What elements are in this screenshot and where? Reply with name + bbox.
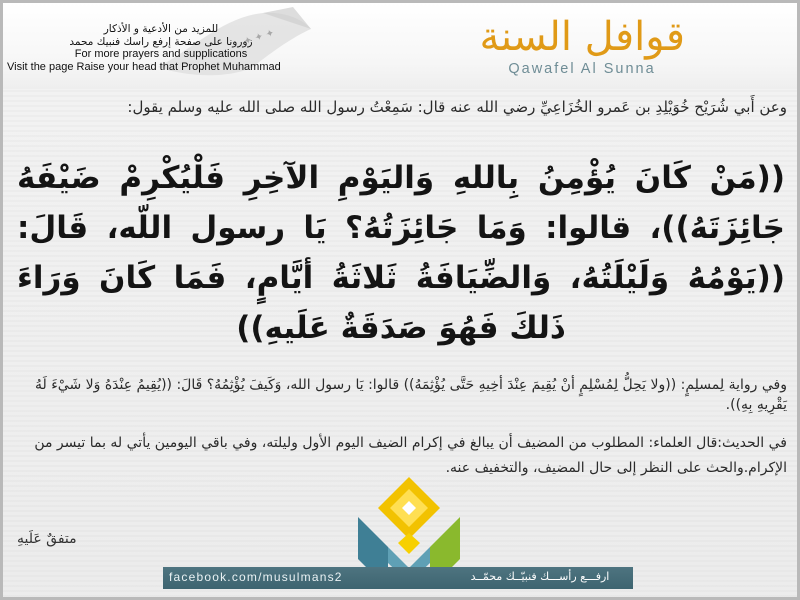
promo-en-line-2: Visit the page Raise your head that Prophet Muhammad: [7, 60, 281, 73]
footer-slogan: ارفـــع رأســـك فنبيّــك محمّــد: [470, 570, 610, 583]
svg-text:✦ ✦ ✦: ✦ ✦ ✦: [242, 27, 276, 48]
promo-text: [7, 23, 311, 73]
narrator-text: وعن أَبي شُرَيْح خُوَيْلِدِ بن عَمرو الخُزَاعِيِّ رضي الله عنه قال: سَمِعْتُ رسول الله صلى الله عليه وسلم يقول:: [127, 98, 787, 116]
brand-title-ar: قوافل السنة: [479, 14, 685, 60]
header: [3, 3, 800, 89]
hadith-text: ((مَنْ كَانَ يُؤْمِنُ بِاللهِ وَاليَوْمِ الآخِرِ فَلْيُكْرِمْ ضَيْفَهُ جَائِزَتَهُ))، قالوا: وَمَا جَائِزَتُهُ؟ يَا رسول اللّه، قَالَ: ((يَوْمُهُ وَلَيْلَتُهُ، وَالضِّيَافَةُ ثَلاثَةُ أيَّامٍ، فَمَا كَانَ وَرَاءَ ذَلكَ فَهُوَ صَدَقَةٌ عَلَيهِ)): [17, 160, 785, 346]
promo-en-line-1: For more prayers and supplications: [74, 48, 248, 60]
riwaya-text: وفي رواية لِمسلِمٍ: ((ولا يَحِلُّ لِمُسْلِمٍ أنْ يُقِيمَ عِنْدَ أخِيهِ حَتَّى يُؤْثِمَهُ)) قالوا: يَا رسول الله، وَكَيفَ يُؤْثِمُهُ؟ قَالَ: ((يُقِيمُ عِنْدَهُ وَلا شَيْءَ لَهُ يَقْرِيهِ بِهِ)).: [35, 377, 787, 413]
brand-title-en: Qawafel Al Sunna: [508, 61, 656, 77]
footer: [3, 565, 800, 597]
promo-ar-line-2: زورونا على صفحة إرفع راسك فنبيك محمد: [69, 35, 253, 48]
hadith-note-text: في الحديث:قال العلماء: المطلوب من المضيف أن يبالغ في إكرام الضيف اليوم الأول وليلته، وفي باقي اليومين يأتي له بما تيسر من الإكرام.والحث على النظر إلى حال المضيف، والتخفيف عنه.: [34, 435, 787, 476]
source-label: متفقٌ عَلَيهِ: [17, 531, 77, 547]
facebook-link[interactable]: facebook.com/musulmans2: [169, 570, 343, 584]
promo-ar-line-1: للمزيد من الأدعية و الأذكار: [103, 23, 219, 35]
